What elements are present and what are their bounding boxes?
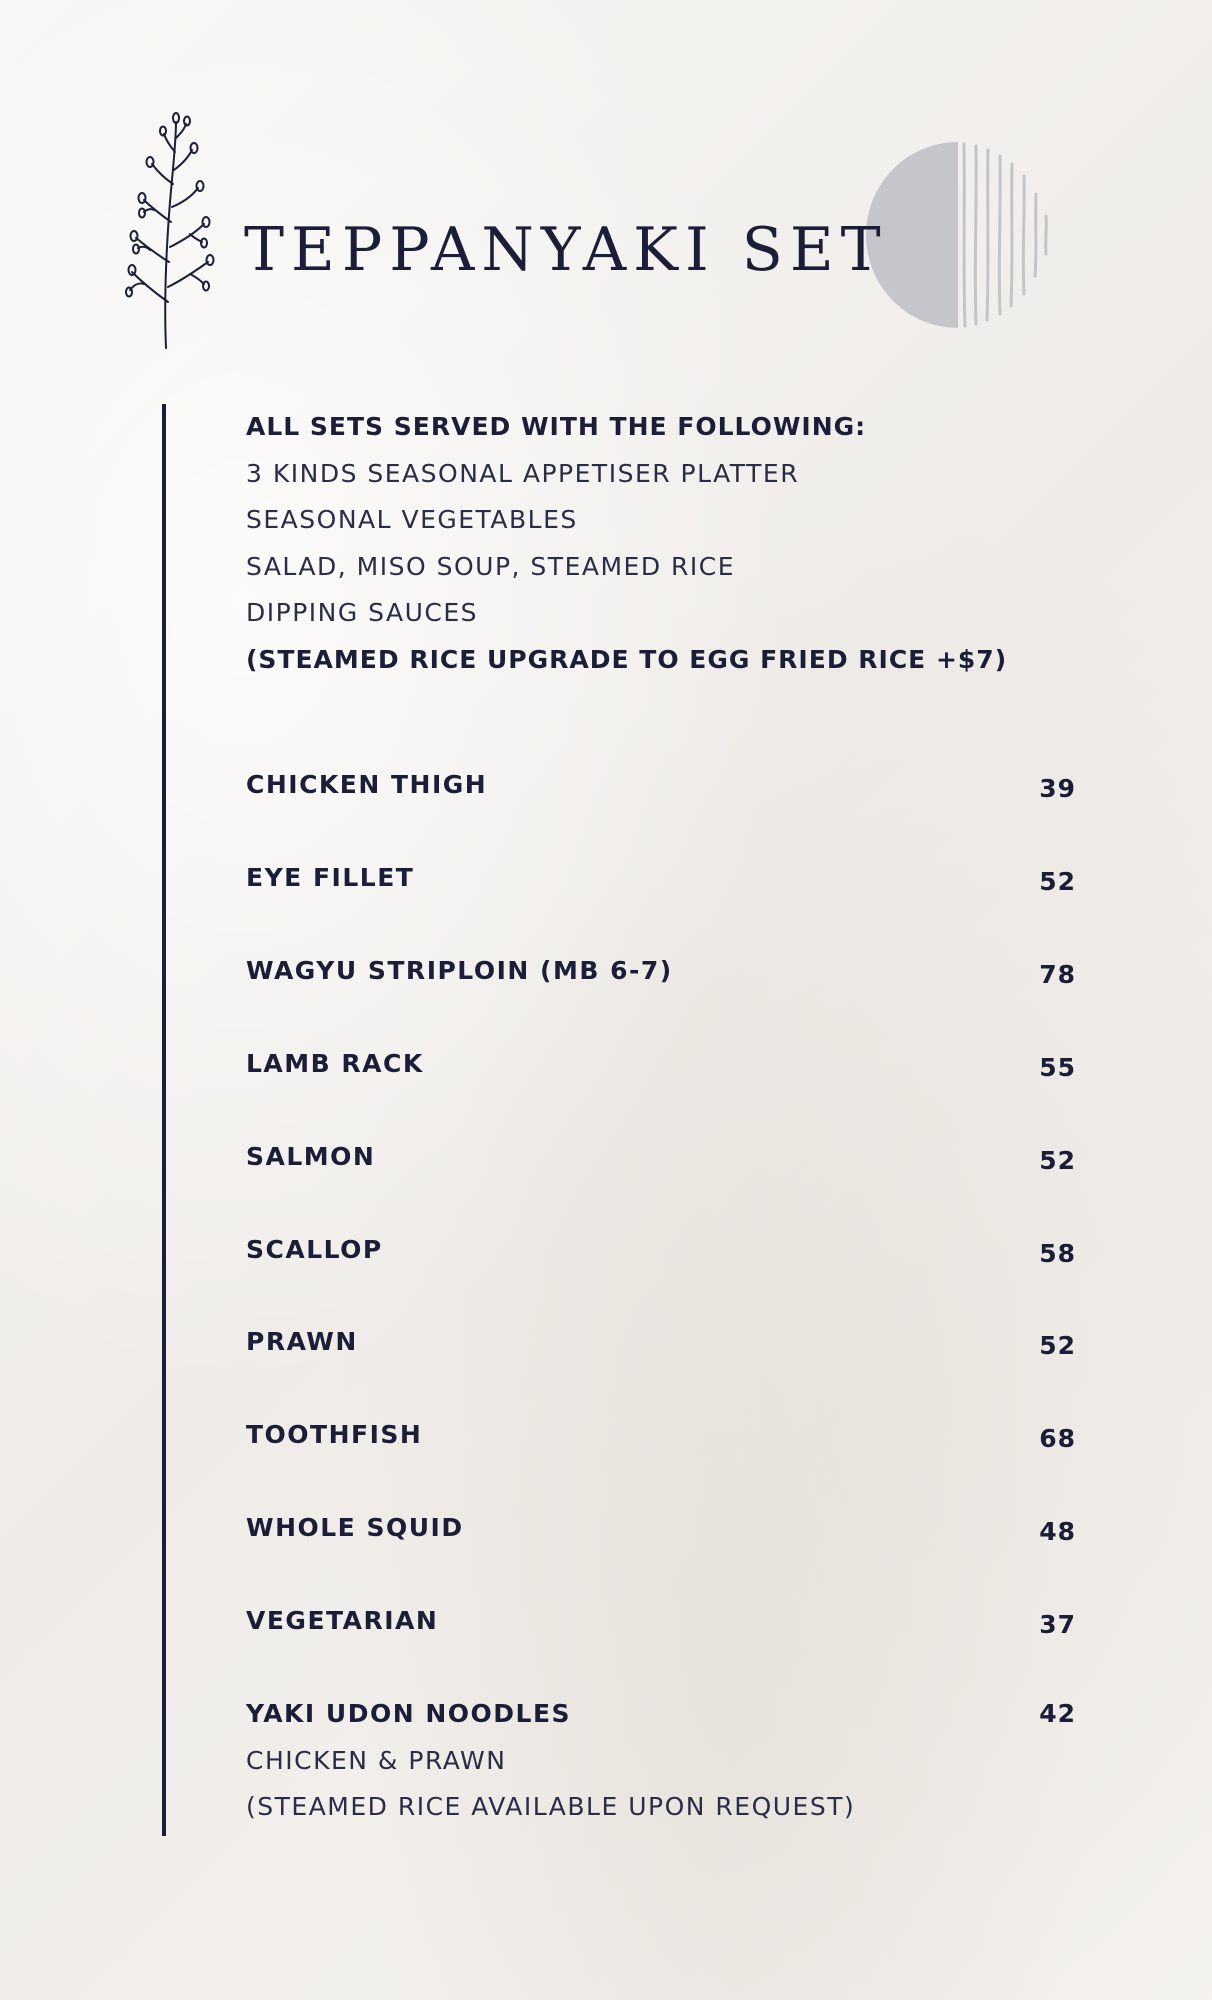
menu-item-name: EYE FILLET [246, 863, 415, 892]
upgrade-note: (STEAMED RICE UPGRADE TO EGG FRIED RICE +$7) [246, 644, 1008, 674]
vertical-divider [162, 404, 166, 1836]
menu-item-price: 48 [1039, 1517, 1076, 1546]
menu-item-price: 52 [1039, 1331, 1076, 1360]
menu-item [246, 1142, 1076, 1182]
menu-item-name: TOOTHFISH [246, 1420, 423, 1449]
leaf-sprig-icon [124, 112, 228, 352]
menu-item [246, 1606, 1076, 1646]
menu-item-name: WAGYU STRIPLOIN (MB 6-7) [246, 956, 673, 985]
menu-item-price: 55 [1039, 1053, 1076, 1082]
menu-item [246, 1049, 1076, 1089]
menu-item [246, 863, 1076, 903]
menu-item-price: 58 [1039, 1239, 1076, 1268]
menu-item-name: WHOLE SQUID [246, 1513, 464, 1542]
menu-item-note: (STEAMED RICE AVAILABLE UPON REQUEST) [246, 1792, 856, 1821]
included-heading: ALL SETS SERVED WITH THE FOLLOWING: [246, 412, 867, 441]
menu-item [246, 1235, 1076, 1275]
menu-item-name: PRAWN [246, 1327, 358, 1356]
menu-item [246, 956, 1076, 996]
menu-item [246, 770, 1076, 810]
menu-item [246, 1420, 1076, 1460]
menu-item-price: 78 [1039, 960, 1076, 989]
half-moon-stripes-icon [866, 142, 1054, 328]
menu-item-name: YAKI UDON NOODLES [246, 1699, 572, 1728]
menu-item [246, 1699, 1076, 1829]
menu-item-name: SALMON [246, 1142, 376, 1171]
menu-item-price: 52 [1039, 867, 1076, 896]
included-items-section [246, 404, 1066, 683]
menu-item [246, 1327, 1076, 1367]
included-item: DIPPING SAUCES [246, 598, 479, 627]
menu-item-price: 52 [1039, 1146, 1076, 1175]
menu-item-price: 37 [1039, 1610, 1076, 1639]
menu-item [246, 1513, 1076, 1553]
included-item: 3 KINDS SEASONAL APPETISER PLATTER [246, 458, 800, 488]
menu-item-description: CHICKEN & PRAWN [246, 1746, 507, 1775]
menu-item-price: 39 [1039, 774, 1076, 803]
menu-item-price: 68 [1039, 1424, 1076, 1453]
page-title: TEPPANYAKI SET [244, 215, 888, 285]
included-item: SALAD, MISO SOUP, STEAMED RICE [246, 551, 736, 581]
menu-item-price: 42 [1039, 1699, 1076, 1728]
menu-item-name: LAMB RACK [246, 1049, 424, 1078]
included-item: SEASONAL VEGETABLES [246, 505, 578, 534]
menu-item-name: SCALLOP [246, 1235, 383, 1264]
menu-item-name: VEGETARIAN [246, 1606, 439, 1635]
menu-item-name: CHICKEN THIGH [246, 770, 488, 799]
